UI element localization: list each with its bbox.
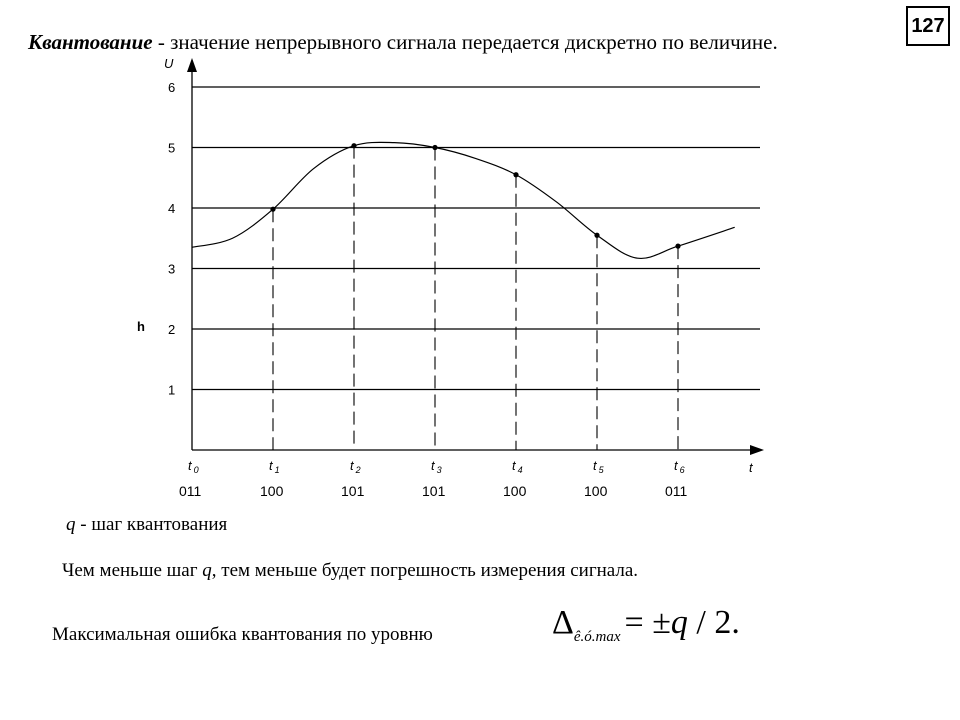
sample-point-t6 [675, 244, 680, 249]
q-step-note [66, 514, 227, 536]
code-label-t4: 100 [503, 483, 527, 499]
code-label-t0: 011 [179, 483, 202, 499]
slide-number: 127 [906, 6, 950, 46]
y-axis-arrow [187, 58, 197, 72]
level-label-3: 3 [168, 261, 176, 277]
time-label-t6: t $_6$ [674, 458, 685, 475]
code-label-t3: 101 [422, 483, 446, 499]
step-error-note [62, 560, 638, 582]
sample-point-t4 [513, 172, 518, 177]
note-before: Чем меньше шаг [62, 560, 203, 581]
level-label-6: 6 [168, 80, 176, 95]
title-rest: - значение непрерывного сигнала передается дискретно по величине. [152, 30, 778, 54]
formula-rhs [625, 604, 740, 641]
time-label-t3: t $_3$ [431, 458, 442, 475]
chart-axes [164, 56, 764, 475]
q-step-text: - шаг квантования [75, 514, 228, 535]
note-symbol: q [202, 560, 212, 581]
sample-point-t1 [270, 207, 275, 212]
time-labels [188, 458, 685, 475]
max-error-formula [552, 604, 740, 645]
stray-mark: h [137, 319, 145, 334]
formula-tail: / 2. [687, 604, 740, 641]
time-label-t1: t $_1$ [269, 458, 280, 475]
time-label-t2: t $_2$ [350, 458, 361, 475]
time-subscript-5: 5 [598, 465, 604, 475]
x-axis-arrow [750, 445, 764, 455]
code-label-t1: 100 [260, 483, 284, 499]
code-label-t6: 011 [665, 483, 688, 499]
level-label-2: 2 [168, 322, 176, 337]
formula-equals: = ± [624, 604, 671, 641]
formula-q: q [670, 604, 688, 641]
level-grid [168, 80, 760, 398]
formula-delta: Δ [552, 604, 574, 641]
formula-subscript: ê.ó.max [573, 629, 621, 645]
time-label-t4: t $_4$ [512, 458, 523, 475]
level-label-4: 4 [168, 201, 176, 216]
sample-point-t3 [432, 145, 437, 150]
code-labels [179, 483, 688, 499]
time-subscript-4: 4 [517, 465, 523, 475]
code-label-t5: 100 [584, 483, 608, 499]
time-subscript-2: 2 [355, 465, 361, 475]
level-label-1: 1 [168, 382, 176, 398]
sample-point-t5 [594, 233, 599, 238]
q-symbol: q [66, 514, 76, 535]
code-label-t2: 101 [341, 483, 365, 499]
x-axis-label: t [749, 460, 753, 475]
time-subscript-0: 0 [193, 465, 199, 475]
time-label-t5: t $_5$ [593, 458, 604, 475]
sample-dashed-lines [273, 146, 678, 450]
note-after: , тем меньше будет погрешность измерения сигнала. [211, 560, 639, 581]
time-subscript-6: 6 [679, 465, 685, 475]
time-subscript-3: 3 [436, 465, 442, 475]
sample-point-t2 [351, 143, 356, 148]
time-subscript-1: 1 [274, 465, 280, 475]
title-term: Квантование [28, 30, 153, 54]
y-axis-label: U [164, 56, 174, 71]
level-label-5: 5 [168, 140, 176, 156]
time-label-t0: t $_0$ [188, 458, 199, 475]
max-error-text: Максимальная ошибка квантования по уровню [52, 624, 433, 645]
